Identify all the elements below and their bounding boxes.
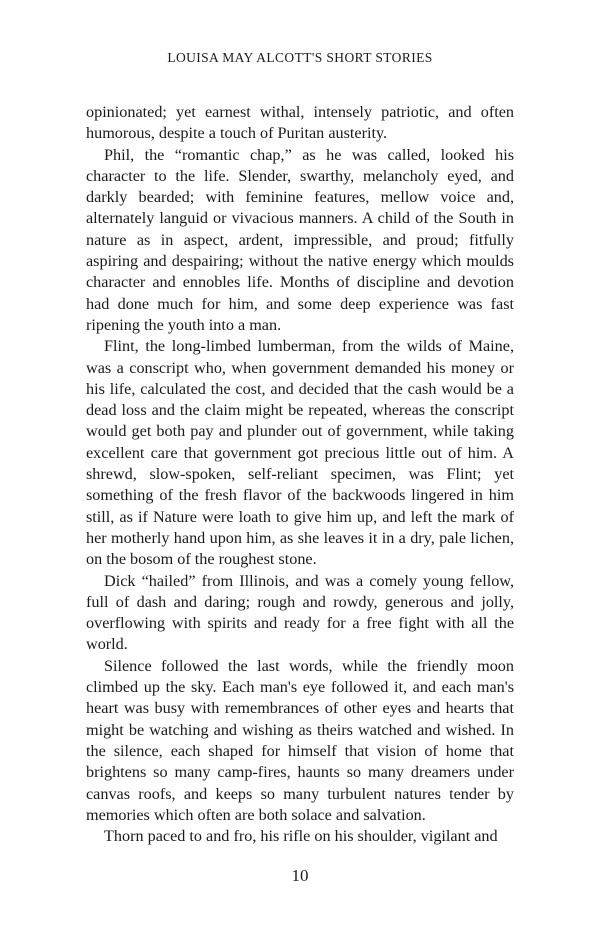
paragraph-thorn: Thorn paced to and fro, his rifle on his shoulder, vigilant and	[104, 827, 498, 846]
paragraph-continued: opinionated; yet earnest withal, intensely patriotic, and often humorous, despite a touch of Puritan austerity.	[86, 103, 514, 143]
running-head: LOUISA MAY ALCOTT'S SHORT STORIES	[167, 50, 433, 65]
paragraph-dick: Dick “hailed” from Illinois, and was a comely young fellow, full of dash and daring; rough and rowdy, generous and jolly, overflowing with spirits and ready for a free fight with all the world.	[86, 571, 514, 654]
paragraph-flint: Flint, the long-limbed lumberman, from the wilds of Maine, was a conscript who, when government demanded his money or his life, calculated the cost, and decided that the cash would be a dead loss and the claim might be repeated, whereas the conscript would get both pay and plunder out of government, while taking excellent care that government got precious little out of him. A shrewd, slow-spoken, self-reliant specimen, was Flint; yet something of the fresh flavor of the backwoods lingered in him still, as if Nature were loath to give him up, and left the mark of her motherly hand upon him, as she leaves it in a dry, pale lichen, on the bosom of the roughest stone.	[86, 337, 514, 569]
body-text	[86, 102, 514, 847]
paragraph-silence: Silence followed the last words, while the friendly moon climbed up the sky. Each man's eye followed it, and each man's heart was busy with remembrances of other eyes and hearts that might be watching and wishing as theirs watched and wished. In the silence, each shaped for himself that vision of home that brightens so many camp-fires, haunts so many dreamers under canvas roofs, and keeps so many turbulent natures tender by memories which often are both solace and salvation.	[86, 656, 514, 824]
paragraph-phil: Phil, the “romantic chap,” as he was called, looked his character to the life. Slender, swarthy, melancholy eyed, and darkly bearded; with feminine features, mellow voice and, alternately languid or vivacious manners. A child of the South in nature as in aspect, ardent, impressible, and proud; fitfully aspiring and despairing; without the native energy which moulds character and ennobles life. Months of discipline and devotion had done much for him, and some deep experience was fast ripening the youth into a man.	[86, 145, 514, 334]
page-number: 10	[291, 866, 309, 885]
